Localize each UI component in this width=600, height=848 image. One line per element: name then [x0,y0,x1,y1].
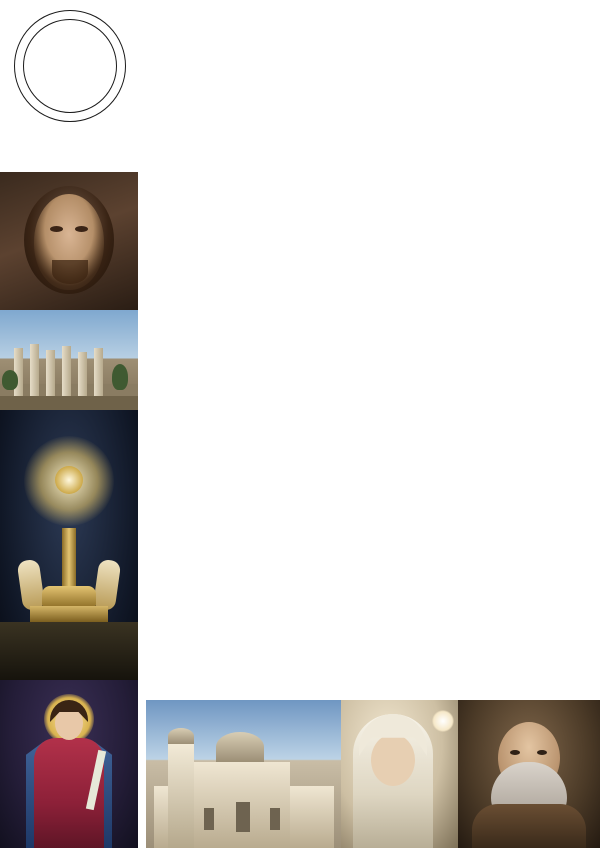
photo-manoppello [0,172,138,310]
monstrance-base [42,586,96,608]
window [270,808,280,830]
ruins-column [62,346,71,396]
ruins-column [94,348,103,396]
ruins-column [30,344,39,396]
flower-icon [432,710,454,732]
bell-tower [168,744,194,848]
monstrance-center [55,466,83,494]
friar-habit [472,804,586,848]
ruins-column [78,352,87,396]
photo-pio [458,700,600,848]
monstrance-plinth [30,606,108,622]
photo-lanciano [0,410,138,680]
ruins-column [46,350,55,396]
window [204,808,214,830]
details-body [165,272,590,320]
altar-front [0,622,138,680]
photo-filomena [0,680,138,848]
monstrance-stem [62,528,76,588]
holy-face-beard [52,260,88,284]
nun-face [371,734,415,786]
tree-icon [112,364,128,390]
photo-loreto [146,700,341,848]
basilica-dome [216,732,264,762]
photo-katarina [341,700,458,848]
parish-emblem [6,4,138,124]
angel-statue-right [93,559,122,612]
tree-icon [2,370,18,390]
photo-pompeje [0,310,138,410]
holy-face-eye-left [50,226,63,232]
holy-face-eye-right [75,226,88,232]
emblem-arc-bottom-text [6,4,138,136]
surcharges-block [165,286,590,306]
friar-eye-right [537,750,547,755]
friar-eye-left [510,750,520,755]
bell-tower-cap [168,728,194,744]
portal [236,802,250,832]
